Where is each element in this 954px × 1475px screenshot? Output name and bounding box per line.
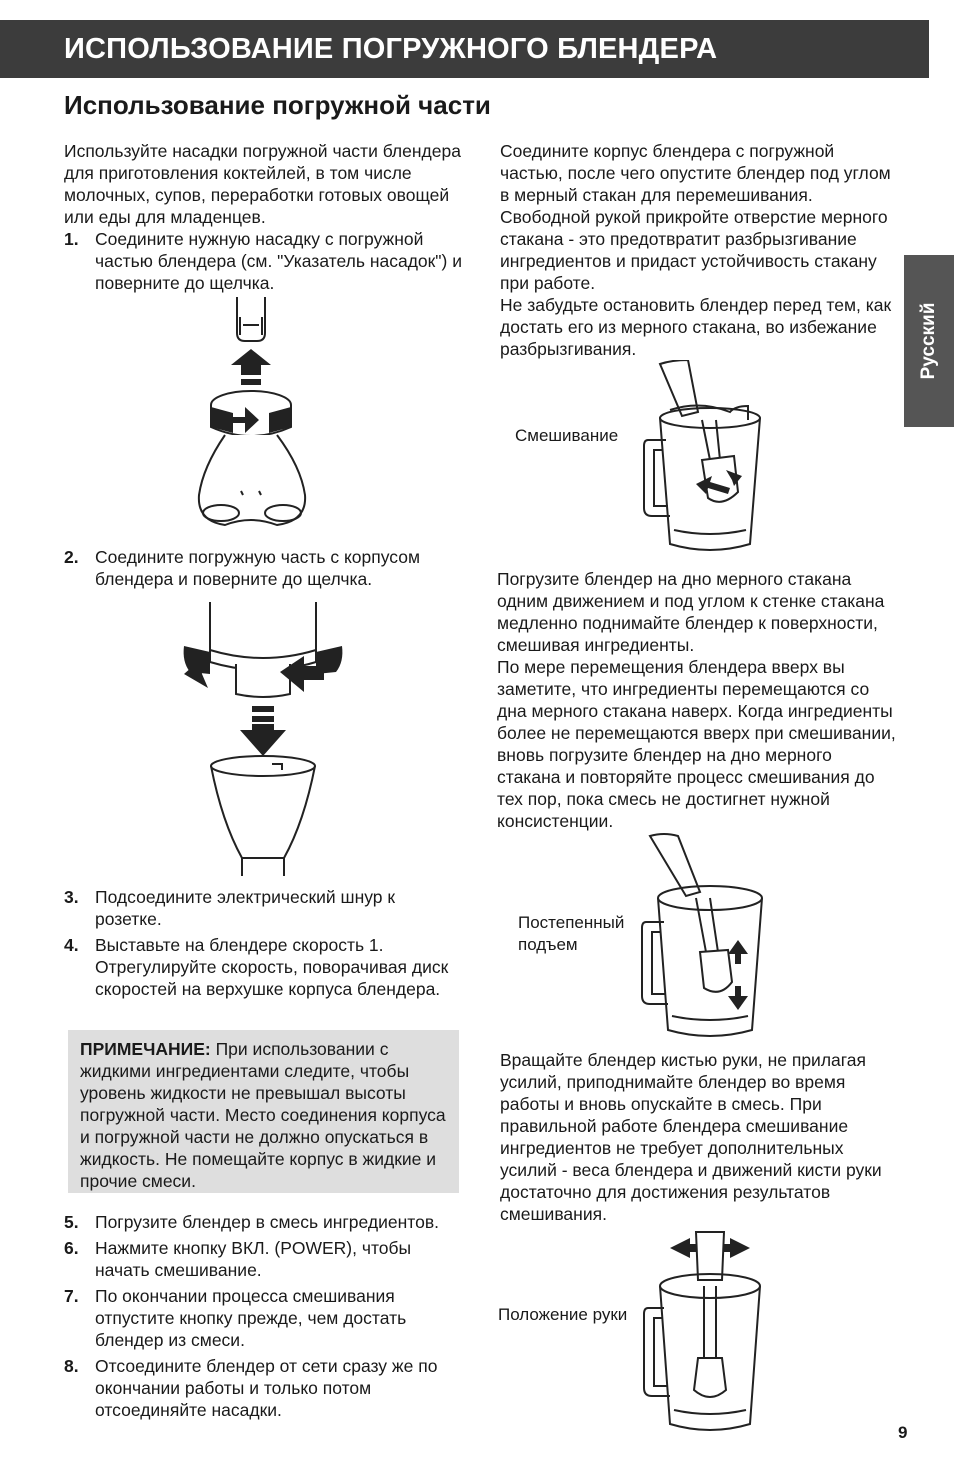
step-number: 4. [64, 935, 79, 955]
step-number: 2. [64, 547, 79, 567]
step-number: 5. [64, 1212, 79, 1232]
attachment-illustration [185, 295, 335, 535]
step-text: Отсоедините блендер от сети сразу же по окончании работы и только потом отсоединяйте насадки. [95, 1356, 438, 1420]
right-column-para3 [500, 1049, 900, 1225]
left-column-intro [64, 140, 464, 294]
step-text: Соедините нужную насадку с погружной частью блендера (см. "Указатель насадок") и поверните до щелчка. [95, 229, 462, 293]
left-column-steps58 [64, 1211, 464, 1421]
section-title: Использование погружной части [64, 90, 491, 120]
paragraph: Не забудьте остановить блендер перед тем, как достать его из мерного стакана, во избежание разбрызгивания. [500, 295, 892, 359]
step-item [64, 228, 464, 294]
paragraph: По мере перемещения блендера вверх вы заметите, что ингредиенты перемещаются со дна мерного стакана наверх. Когда ингредиенты более не перемещаются вверх при смешивании, вновь погрузите блендер на дно мерного стакана и повторяйте процесс смешивания до тех пор, пока смесь не достигнет нужной консистенции. [497, 657, 896, 831]
step-item [64, 546, 464, 590]
step-number: 3. [64, 887, 79, 907]
page-number: 9 [898, 1423, 908, 1442]
paragraph: Соедините корпус блендера с погружной частью, после чего опустите блендер под углом в мерный стакан для перемешивания. Свободной рукой прикройте отверстие мерного стакана - это предотвратит разбрызгивание ингредиентов и придаст устойчивость стакану при работе. [500, 141, 891, 293]
figure-caption: Смешивание [515, 426, 619, 445]
note-text: При использовании с жидкими ингредиентами следите, чтобы уровень жидкости не превышал высоты погружной части. Место соединения корпуса и погружной части не должно опускаться в жидкость. Не помещайте корпус в жидкие и прочие смеси. [80, 1039, 446, 1191]
language-tab [904, 255, 954, 427]
hand-position-illustration [640, 1228, 775, 1438]
step-text: Соедините погружную часть с корпусом блендера и поверните до щелчка. [95, 547, 421, 589]
step-number: 8. [64, 1356, 79, 1376]
figure-caption-line: подъем [518, 935, 578, 954]
figure-caption-group [518, 912, 624, 956]
left-column-step2 [64, 546, 464, 590]
banner-title: ИСПОЛЬЗОВАНИЕ ПОГРУЖНОГО БЛЕНДЕРА [64, 32, 718, 65]
figure-caption-line: Постепенный [518, 913, 625, 932]
step-text: По окончании процесса смешивания отпустите кнопку прежде, чем достать блендер из смеси. [95, 1286, 407, 1350]
left-column-steps34 [64, 886, 464, 1000]
step-number: 7. [64, 1286, 79, 1306]
blending-illustration [630, 360, 775, 560]
step-number: 1. [64, 229, 79, 249]
step-item [64, 1237, 464, 1281]
paragraph: Вращайте блендер кистью руки, не прилагая усилий, приподнимайте блендер во время работы и вновь опускайте в смесь. При правильной работе блендера смешивание ингредиентов не требует дополнительных усилий - веса блендера и движений кисти руки достаточно для достижения результатов смешивания. [500, 1050, 882, 1224]
page-banner [0, 20, 929, 78]
step-text: Погрузите блендер в смесь ингредиентов. [95, 1212, 439, 1232]
step-number: 6. [64, 1238, 79, 1258]
language-tab-label: Русский [918, 302, 939, 380]
intro-paragraph: Используйте насадки погружной части блендера для приготовления коктейлей, в том числе молочных, супов, переработки готовых овощей или еды для младенцев. [64, 141, 461, 227]
note-label: ПРИМЕЧАНИЕ: [80, 1039, 211, 1059]
right-column-para1 [500, 140, 900, 360]
gradual-rise-illustration [630, 832, 775, 1042]
step-item [64, 1285, 464, 1351]
paragraph: Погрузите блендер на дно мерного стакана одним движением и под углом к стенке стакана медленно поднимайте блендер к поверхности, смешивая ингредиенты. [497, 569, 885, 655]
step-item [64, 934, 464, 1000]
step-text: Выставьте на блендере скорость 1. Отрегулируйте скорость, поворачивая диск скоростей на верхушке корпуса блендера. [95, 935, 449, 999]
step-text: Подсоедините электрический шнур к розетке. [95, 887, 396, 929]
step-item [64, 886, 464, 930]
shaft-attach-illustration [180, 600, 350, 880]
step-item [64, 1355, 464, 1421]
step-text: Нажмите кнопку ВКЛ. (POWER), чтобы начать смешивание. [95, 1238, 412, 1280]
note-box [68, 1030, 459, 1193]
right-column-para2 [497, 568, 897, 832]
step-item [64, 1211, 464, 1233]
figure-caption: Положение руки [498, 1305, 628, 1324]
